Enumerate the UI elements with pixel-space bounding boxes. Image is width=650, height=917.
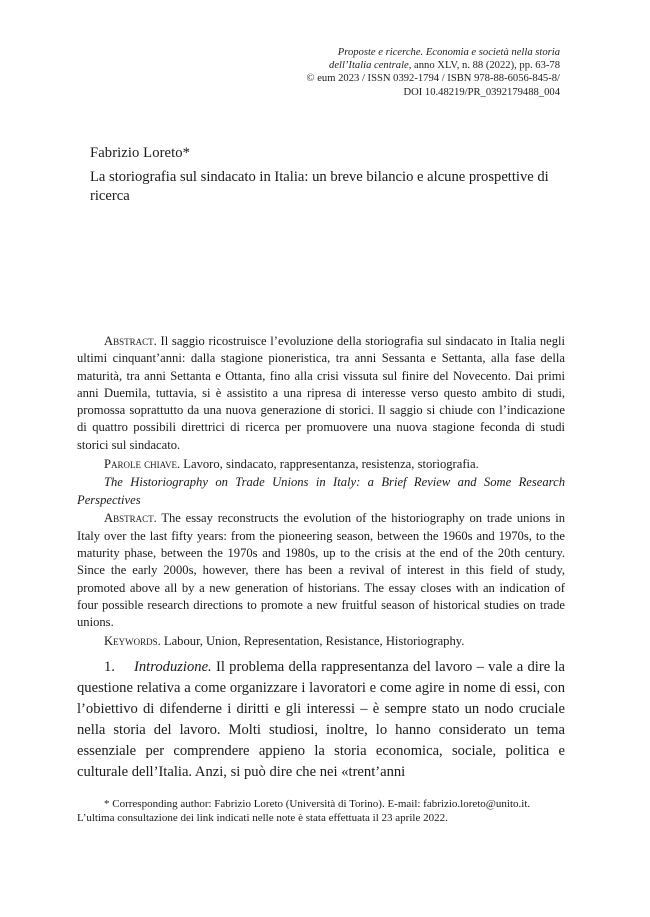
abstract-text: The essay reconstructs the evolution of the historiography on trade unions in Italy over the last fifty years: from the pioneering season, between the 1960s and 1970s, to the maturity phase, between the 1970s and 1980s, up to the crisis at the end of the 20th century. Since the early 2000s, however, there has been a revival of interest in this field of study, promoted above all by a new generation of historians. The essay closes with an indication of four possible research directions to promote a new fruitful season of historical studies on trade unions. [77,511,565,630]
abstract-english [77,510,565,631]
section-text: Il problema della rappresentanza del lavoro – vale a dire la questione relativa a come organizzare i lavoratori e come agire in nome di essi, con l’obiettivo di difenderne i diritti e gli interessi – è sempre stato un nodo cruciale nella storia del lavoro. Molti studiosi, inoltre, lo hanno considerato un tema essenziale per comprendere appieno la storia economica, sociale, politica e culturale dell’Italia. Anzi, si può dire che nei «trent’anni [77,659,565,781]
running-head-issn: © eum 2023 / ISSN 0392-1794 / ISBN 978-88-6056-845-8/ [306,73,560,85]
running-head-line-1 [260,46,560,59]
introduction-section [77,657,565,784]
footnote-line-2: L’ultima consultazione dei link indicati nelle note è stata effettuata il 23 aprile 2022. [77,812,448,825]
keywords-text: Labour, Union, Representation, Resistance, Historiography. [160,634,465,649]
running-head [260,46,560,99]
journal-issue: , anno XLV, n. 88 (2022), pp. 63-78 [408,60,560,72]
footnote [77,797,565,826]
section-heading: Introduzione. [134,659,212,675]
section-number: 1. [104,659,115,675]
keywords-english [77,633,565,650]
running-head-line-2 [260,59,560,72]
abstract-italian [77,333,565,454]
abstract-label: Abstract. [104,511,157,526]
journal-name-part-1: Proposte e ricerche. Economia e società nella storia [337,47,560,58]
article-title: La storiografia sul sindacato in Italia: un breve bilancio e alcune prospettive di ricerca [90,169,549,205]
keywords-text: Lavoro, sindacato, rappresentanza, resistenza, storiografia. [180,456,479,471]
keywords-italian [77,456,565,473]
running-head-doi: DOI 10.48219/PR_0392179488_004 [403,86,560,98]
abstract-label: Abstract. [104,334,157,348]
introduction-paragraph [77,657,565,784]
footnote-line-1: * Corresponding author: Fabrizio Loreto (Università di Torino). E-mail: fabrizio.loreto@unito.it. [104,798,531,810]
english-title: The Historiography on Trade Unions in Italy: a Brief Review and Some Research Perspectives [77,475,565,507]
abstracts-block [77,333,565,650]
abstract-text: Il saggio ricostruisce l’evoluzione della storiografia sul sindacato in Italia negli ultimi cinquant’anni: dalla stagione pioneristica, tra anni Sessanta e Settanta, alla fase della maturità, tra anni Settanta e Ottanta, fino alla crisi vissuta sul finire del Novecento. Dai primi anni Duemila, tuttavia, si è assistito a una ripresa di interesse verso questo ambito di studi, promossa soprattutto da una nuova generazione di storici. Il saggio si chiude con l’indicazione di quattro possibili direttrici di ricerca per promuovere una nuova stagione feconda di studi storici sul sindacato. [77,334,565,452]
keywords-label: Parole chiave. [104,456,181,471]
keywords-label: Keywords. [104,634,161,649]
author-name: Fabrizio Loreto* [90,145,191,161]
journal-name-part-2: dell’Italia centrale [329,60,409,72]
